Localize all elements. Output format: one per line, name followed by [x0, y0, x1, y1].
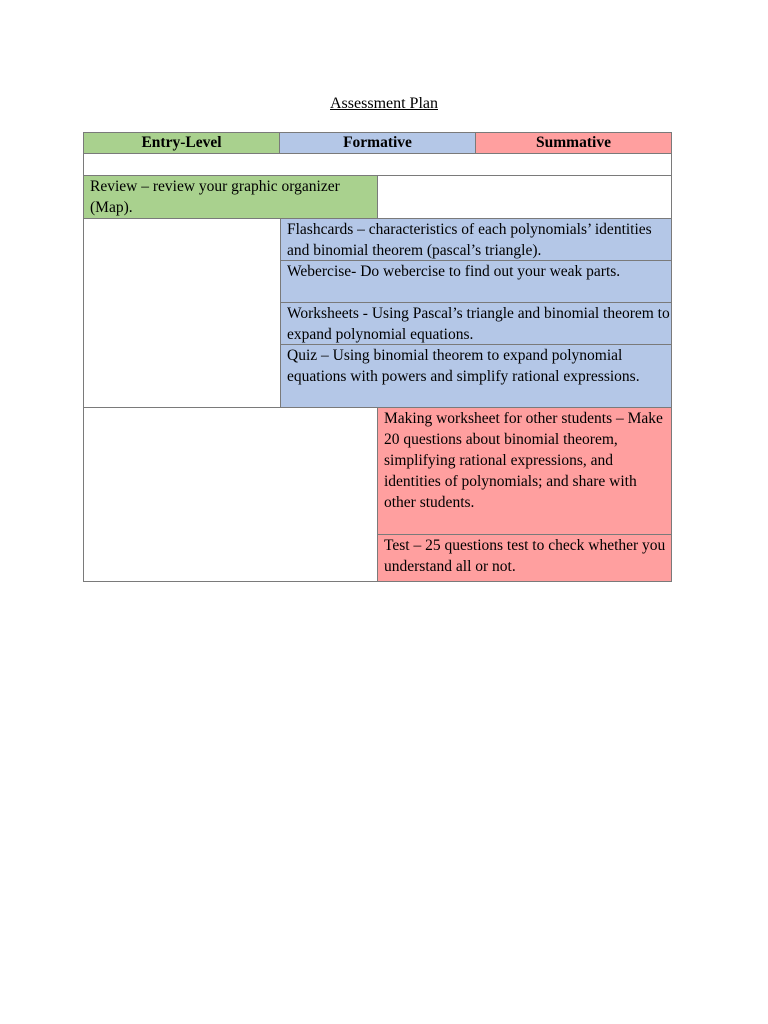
header-entry-level: Entry-Level [83, 132, 280, 154]
formative-quiz-cell: Quiz – Using binomial theorem to expand polynomial equations with powers and simplify rational expressions. [280, 344, 672, 408]
header-formative: Formative [279, 132, 476, 154]
empty-row [83, 153, 672, 176]
page-title: Assessment Plan [330, 95, 438, 112]
empty-entry-cell [83, 218, 281, 408]
header-summative: Summative [475, 132, 672, 154]
empty-lower-cell [83, 407, 378, 582]
summative-test-cell: Test – 25 questions test to check whether you understand all or not. [377, 534, 672, 582]
summative-making-worksheet-cell: Making worksheet for other students – Make 20 questions about binomial theorem, simplifying rational expressions, and identities of polynomials; and share with other students. [377, 407, 672, 535]
formative-flashcards-cell: Flashcards – characteristics of each polynomials’ identities and binomial theorem (pascal’s triangle). [280, 218, 672, 261]
empty-cell [377, 175, 672, 219]
formative-webercise-cell: Webercise- Do webercise to find out your weak parts. [280, 260, 672, 303]
entry-review-cell: Review – review your graphic organizer (Map). [83, 175, 378, 219]
formative-worksheets-cell: Worksheets - Using Pascal’s triangle and binomial theorem to expand polynomial equations. [280, 302, 672, 345]
